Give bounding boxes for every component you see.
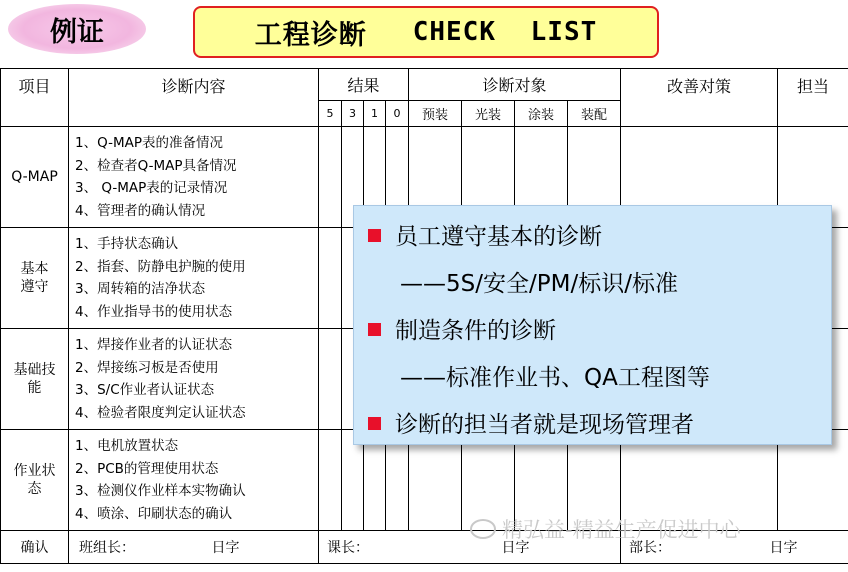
section-chief-date-label: 日字 [501, 540, 530, 556]
example-badge [8, 4, 146, 54]
minister-date-label: 日字 [769, 540, 798, 556]
list-item: 1、手持状态确认 [75, 236, 179, 252]
callout-detail-1: ——5S/安全/PM/标识/标准 [400, 271, 678, 297]
watermark [470, 514, 741, 544]
list-item: 1、焊接作业者的认证状态 [75, 337, 233, 353]
header-content: 诊断内容 [69, 69, 319, 127]
result-cell[interactable] [319, 430, 342, 531]
confirm-label: 确认 [1, 531, 69, 564]
callout-text: 员工遵守基本的诊断 [395, 224, 602, 250]
list-item: 4、检验者限度判定认证状态 [75, 404, 246, 421]
result-col: 3 [342, 101, 364, 127]
result-cell[interactable] [319, 127, 342, 228]
wechat-icon [470, 519, 496, 539]
target-col: 装配 [568, 101, 621, 127]
title-en: CHECK LIST [412, 17, 598, 47]
row-category: Q-MAP [1, 127, 69, 228]
row-category [1, 430, 69, 531]
minister-label: 部长： [629, 540, 672, 556]
row-category-label: 基本遵守 [20, 261, 49, 295]
header-result: 结果 [319, 69, 409, 101]
callout-detail-2: ——标准作业书、QA工程图等 [400, 365, 710, 391]
leader-label: 班组长： [79, 540, 135, 556]
target-col: 光装 [462, 101, 515, 127]
list-item: 2、PCB的管理使用状态 [75, 460, 219, 477]
result-col: 5 [319, 101, 342, 127]
callout-point-1 [354, 214, 831, 261]
list-item: 3、周转箱的洁净状态 [75, 281, 206, 297]
row-category-label: 基础技能 [13, 362, 56, 396]
result-col: 1 [364, 101, 386, 127]
callout-text: 诊断的担当者就是现场管理者 [395, 412, 694, 438]
leader-date-label: 日字 [211, 540, 240, 556]
watermark-text: 精弘益-精益生产促进中心 [502, 518, 741, 542]
list-item: 4、管理者的确认情况 [75, 202, 206, 219]
row-category-label: 作业状态 [13, 463, 56, 497]
callout-text: 制造条件的诊断 [395, 318, 556, 344]
row-category [1, 228, 69, 329]
row-items [69, 329, 319, 430]
leader-signoff[interactable] [69, 531, 319, 564]
badge-label: 例证 [50, 16, 104, 48]
target-col: 预装 [409, 101, 462, 127]
page-title [193, 6, 659, 58]
list-item: 2、指套、防静电护腕的使用 [75, 258, 246, 275]
list-item: 1、电机放置状态 [75, 438, 179, 454]
callout-point-2 [354, 308, 831, 355]
summary-callout [353, 205, 832, 445]
list-item: 3、检测仪作业样本实物确认 [75, 483, 246, 499]
list-item: 3、 Q-MAP表的记录情况 [75, 180, 228, 196]
square-bullet-icon [368, 417, 381, 430]
list-item: 2、检查者Q-MAP具备情况 [75, 157, 237, 174]
header-target: 诊断对象 [409, 69, 621, 101]
header-measure: 改善对策 [621, 69, 778, 127]
row-items [69, 127, 319, 228]
section-chief-label: 课长： [327, 540, 369, 556]
square-bullet-icon [368, 229, 381, 242]
list-item: 2、焊接练习板是否使用 [75, 359, 219, 376]
square-bullet-icon [368, 323, 381, 336]
result-cell[interactable] [319, 329, 342, 430]
row-items [69, 430, 319, 531]
list-item: 4、作业指导书的使用状态 [75, 303, 233, 320]
title-cn: 工程诊断 [254, 19, 367, 51]
header-owner: 担当 [778, 69, 848, 127]
list-item: 4、喷涂、印刷状态的确认 [75, 505, 233, 522]
list-item: 1、Q-MAP表的准备情况 [75, 135, 223, 151]
result-cell[interactable] [319, 228, 342, 329]
list-item: 3、S/C作业者认证状态 [75, 382, 215, 398]
row-category [1, 329, 69, 430]
result-col: 0 [386, 101, 409, 127]
target-col: 涂装 [515, 101, 568, 127]
callout-point-3 [354, 402, 831, 449]
row-items [69, 228, 319, 329]
header-item: 项目 [1, 69, 69, 127]
